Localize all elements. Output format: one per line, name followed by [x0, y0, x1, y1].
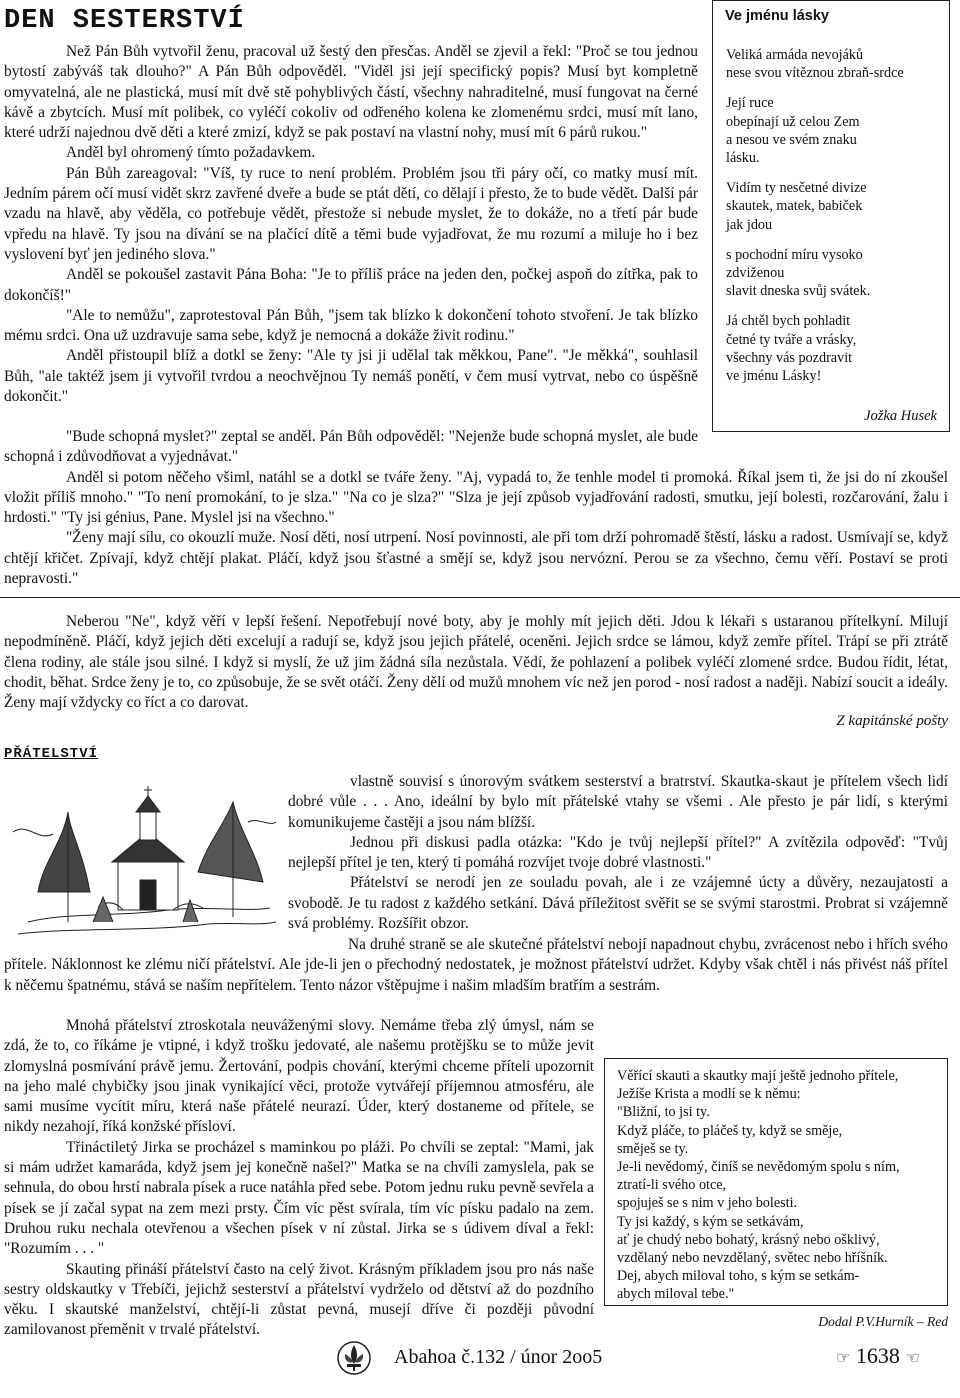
paragraph: Než Pán Bůh vytvořil ženu, pracoval už šestý den přesčas. Anděl se zjevil a řekl: "Proč se tou jednou bytostí zabýváš tak dlouho?" A Pán Bůh odpověděl. "Viděl jsi její specifický popis? Musí byt kompletně omyvatelná, ale ne plastická, musí mít dvě stě pohyblivých částí, všechny nahraditelné, musí fungovat na černé kávě a zbytcích. Musí mít polibek, co vyléčí cokoliv od odřeného kolena ke zlomenému srdci, musí mít lano, které udrží najednou dvě děti a které zmizí, když se pak postaví na vlastní nohy, musí mít 6 párů rukou." [4, 43, 698, 142]
issue-label: Abahoa č.132 / únor 2oo5 [394, 1346, 603, 1368]
article-den-sesterstvi-end [4, 612, 948, 730]
poem-stanza [726, 246, 941, 301]
poem-line: abych miloval tebe." [617, 1286, 735, 1303]
paragraph: vlastně souvisí s únorovým svátkem sesterství a bratrství. Skautka-skaut je přítelem všech lidí dobré vůle . . . Ano, ideální by bylo mít přátelské vtahy se všemi . Ale přesto je pár lidí, s kterými komunikujeme častěji a jsou nám blížší. [288, 773, 948, 831]
poem-line: spojuješ se s nim v jeho bolesti. [617, 1195, 798, 1212]
page-title: DEN SESTERSTVÍ [4, 6, 245, 36]
paragraph: Přátelství se nerodí jen ze souladu povah, ale i ze vzájemné úcty a důvěry, nezaujatosti a svobodě. Je tu radost z každého setkání. Dává příležitost svěřit se se svými starostmi. Probrat si vzájemně svá problémy. Rozšířit obzor. [288, 874, 948, 933]
poem-body [726, 46, 941, 385]
page-number: 1638 [855, 1343, 900, 1368]
section-title: PŘÁTELSTVÍ [4, 746, 99, 762]
pointing-right-hand-icon: ☞ [836, 1350, 851, 1367]
paragraph: Neberou "Ne", když věří v lepší řešení. Nepotřebují nové boty, aby je mohly mít jejich děti. Jdou k lékaři s ustaranou přítelkyní. Milují nepodmíněně. Pláčí, když jejich děti excelují a radují se, když jsou jejich přátelé, oceněni. Jejich srdce se lámou, když zemře přítel. Trápí se při ztrátě člena rodiny, ale stále jsou silné. I když si myslí, že už jim žádná síla nezůstala. Vědí, že pohlazení a polibek vyléčí zlomené srdce. Budou řídit, létat, chodit, běhat. Srdce ženy je to, co způsobuje, že se svět otáčí. Ženy dělí od mužů mnohem víc než jen porod - nosí radost a naději. Nabízí soucit a ideály. Ženy mají vždycky co říct a co darovat. [4, 613, 948, 712]
paragraph: Anděl přistoupil blíž a dotkl se ženy: "Ale ty jsi ji udělal tak měkkou, Pane". "Je měkká", souhlasil Bůh, "ale taktéž jsem ji vytvořil tvrdou a neochvějnou Ty nemáš ponětí, v čem musí vytrvat, nebo co úspěšně dokončit." [4, 347, 698, 406]
paragraph: Anděl se pokoušel zastavit Pána Boha: "Je to příliš práce na jeden den, počkej aspoň do zítřka, pak to dokončíš!" [4, 266, 698, 304]
scout-lily-icon [336, 1340, 372, 1376]
poem-line: Veliká armáda nevojáků [726, 47, 864, 63]
poem-line: ve jménu Lásky! [726, 368, 822, 385]
poem-line: "Bližní, to jsi ty. [617, 1104, 710, 1121]
poem-line: obepínají už celou Zem [726, 113, 860, 130]
paragraph: Skauting přináší přátelství často na celý život. Krásným příkladem jsou pro nás naše sestry oldskautky v Třebíči, jejichž sesterství a přátelství vydrželo od dětství až do pozdního věku. I skautské manželství, chtějí-li zůstat pevná, musejí dříve či později původní zamilovanost přeměnit v trvalé přátelství. [4, 1260, 594, 1339]
paragraph: "Bude schopná myslet?" zeptal se anděl. Pán Bůh odpověděl: "Nejenže bude schopná myslet, ale bude schopná i zdůvodňovat a vyjednávat." [4, 428, 698, 466]
poem-author: Jožka Husek [864, 408, 937, 424]
poem-line: Když pláče, to pláčeš ty, když se směje, [617, 1122, 843, 1139]
poem-stanza [726, 179, 941, 234]
poem-line: Její ruce [726, 95, 774, 112]
poem-line: slavit dneska svůj svátek. [726, 283, 871, 300]
poem-line: nese svou vítěznou zbraň-srdce [726, 65, 904, 82]
poem-line: směješ se ty. [617, 1140, 689, 1157]
poem-title: Ve jménu lásky [725, 8, 829, 24]
poem-body [617, 1067, 900, 1304]
article-den-sesterstvi-top [4, 42, 698, 407]
poem-line: četné ty tváře a vrásky, [726, 331, 857, 348]
poem-line: Dej, abych miloval toho, s kým se setkám- [617, 1268, 860, 1285]
poem-stanza [726, 312, 941, 385]
poem-stanza [726, 94, 941, 167]
article-pratelstvi-top [288, 772, 948, 934]
paragraph: "Ale to nemůžu", zaprotestoval Pán Bůh, "jsem tak blízko k dokončení tohoto stvoření. Je tak blízko mému srdci. Ona už uzdravuje sama sebe, když je nemocná a dokáže živit rodinu." [4, 306, 698, 345]
paragraph: Třináctiletý Jirka se procházel s maminkou po pláži. Po chvíli se zeptal: "Mami, jak si mám udržet kamaráda, když jsem jej konečně našel?" Matka se na chvíli zamyslela, pak se sehnula, do obou hrstí nabrala písek a ruce natáhla před sebe. Potom jednu ruku pevně sevřela a písek se jí začal sypat na zem mezi prsty. Čím víc pěst svírala, tím víc písku padalo na zem. Druhou ruku nechala otevřenou a všechen písek v ní zůstal. Jirka se s údivem díval a řekl: "Rozumím . . . " [4, 1138, 594, 1258]
pointing-left-hand-icon: ☜ [905, 1350, 920, 1367]
poem-line: a nesou ve svém znaku [726, 131, 857, 148]
poem-box-blizni [604, 1058, 948, 1306]
poem-line: vzdělaný nebo nevzdělaný, světec nebo hříšník. [617, 1250, 888, 1267]
poem-line: všechny vás pozdravit [726, 349, 853, 366]
poem-line: jak jdou [726, 216, 773, 233]
paragraph: "Ženy mají sílu, co okouzlí muže. Nosí děti, nosí utrpení. Nosí povinnosti, ale při tom drží pohromadě štěstí, lásku a radost. Usmívají se, když chtějí křičet. Zpívají, když chtějí plakat. Pláčí, když jsou šťastné a smějí se, když jsou nervózní. Perou se za všechno, čemu věří. Postaví se proti nepravosti." [4, 529, 948, 588]
poem-line: ať je chudý nebo bohatý, krásný nebo ošklivý, [617, 1231, 880, 1248]
poem-line: Věřící skauti a skautky mají ještě jednoho přítele, [617, 1068, 899, 1084]
poem-line: s pochodní míru vysoko [726, 246, 863, 263]
poem-line: Já chtěl bych pohladit [726, 313, 851, 330]
article-pratelstvi-middle [4, 935, 948, 996]
poem-line: ztratí-li svého otce, [617, 1177, 727, 1194]
poem-line: Vidím ty nesčetné divize [726, 180, 867, 197]
poem-box-ve-jmenu-lasky [712, 0, 950, 432]
paragraph: Jednou při diskusi padla otázka: "Kdo je tvůj nejlepší přítel?" A zvítězila odpověď: "Tvůj nejlepší přítel je ten, který ti pomáhá rozvíjet tvoje dobré vlastnosti." [288, 833, 948, 872]
paragraph: Anděl byl ohromený tímto požadavkem. [66, 144, 316, 162]
paragraph: Anděl si potom něčeho všiml, natáhl se a dotkl se tváře ženy. "Aj, vypadá to, že tenhle model ti promoká. Říkal jsem ti, že jsi do ní zkoušel vložit příliš mnoho." "To není promokání, to je slza." "Na co je slza?" "Slza je její způsob vyjadřování radosti, smutku, její bolesti, rozčarování, žalu i hrdosti." "Ty jsi génius, Pane. Myslel jsi na všechno." [4, 468, 948, 527]
poem-stanza [726, 46, 941, 82]
chapel-illustration [8, 772, 280, 944]
page-number-group [836, 1342, 920, 1373]
poem-line: skautek, matek, babiček [726, 198, 863, 215]
paragraph: Na druhé straně se ale skutečné přátelství nebojí napadnout chybu, zvrácenost nebo i hřích svého přítele. Náklonnost ke zlému ničí přátelství. Ale jde-li jen o přechodný nedostatek, je možnost přátelství udržet. Kdyby však chtěl i nás přivést náš přítel k něčemu špatnému, stává se naším nepřítelem. Tento názor vštěpujme i našim mladším bratřím a sestrám. [4, 936, 948, 994]
poem-line: Je-li nevědomý, činíš se nevědomým spolu s ním, [617, 1159, 900, 1176]
paragraph: Pán Bůh zareagoval: "Víš, ty ruce to není problém. Problém jsou tři páry očí, co matky musí mít. Jedním párem očí musí vidět skrz zavřené dveře a bude se ptát dětí, co dělají i přesto, že to bude vědět. Další pár vzadu na hlavě, aby věděla, co potřebuje vědět, přestože si nebude myslet, že to dokáže, no a třetí pár bude vpředu na hlavě. Ty jsou na dívání se na plačící dítě a těmi bude vyjadřovat, že mu rozumí a miluje ho i bez vyslovení byť jen jediného slova." [4, 164, 698, 263]
poem-line: zdviženou [726, 265, 785, 282]
poem-line: Ty jsi každý, s kým se setkávám, [617, 1213, 804, 1230]
article-source: Z kapitánské pošty [836, 713, 948, 730]
poem-credit: Dodal P.V.Hurník – Red [818, 1314, 948, 1329]
poem-line: Ježíše Krista a modlí se k němu: [617, 1086, 801, 1103]
poem-line: lásku. [726, 150, 760, 167]
article-pratelstvi-bottom [4, 1016, 594, 1341]
section-divider [0, 597, 960, 598]
paragraph: Mnohá přátelství ztroskotala neuváženými slovy. Nemáme třeba zlý úmysl, nám se zdá, že to, co říkáme je vtipné, i když trošku jedovaté, ale našemu protějšku se to může jevit zlomyslná posmívání právě jemu. Žertování, podpis chování, kterými chceme příteli upozornit na jeho malé chybičky jsou jinak vynikající věci, protože vytvářejí příjemnou atmosféru, ale sami musíme vycítit míru, která naše přátelé neurazí. Úder, který dostaneme od přítele, se nikdy nezahojí, říká konžské přísloví. [4, 1017, 594, 1136]
article-den-sesterstvi-bottom [4, 427, 948, 589]
